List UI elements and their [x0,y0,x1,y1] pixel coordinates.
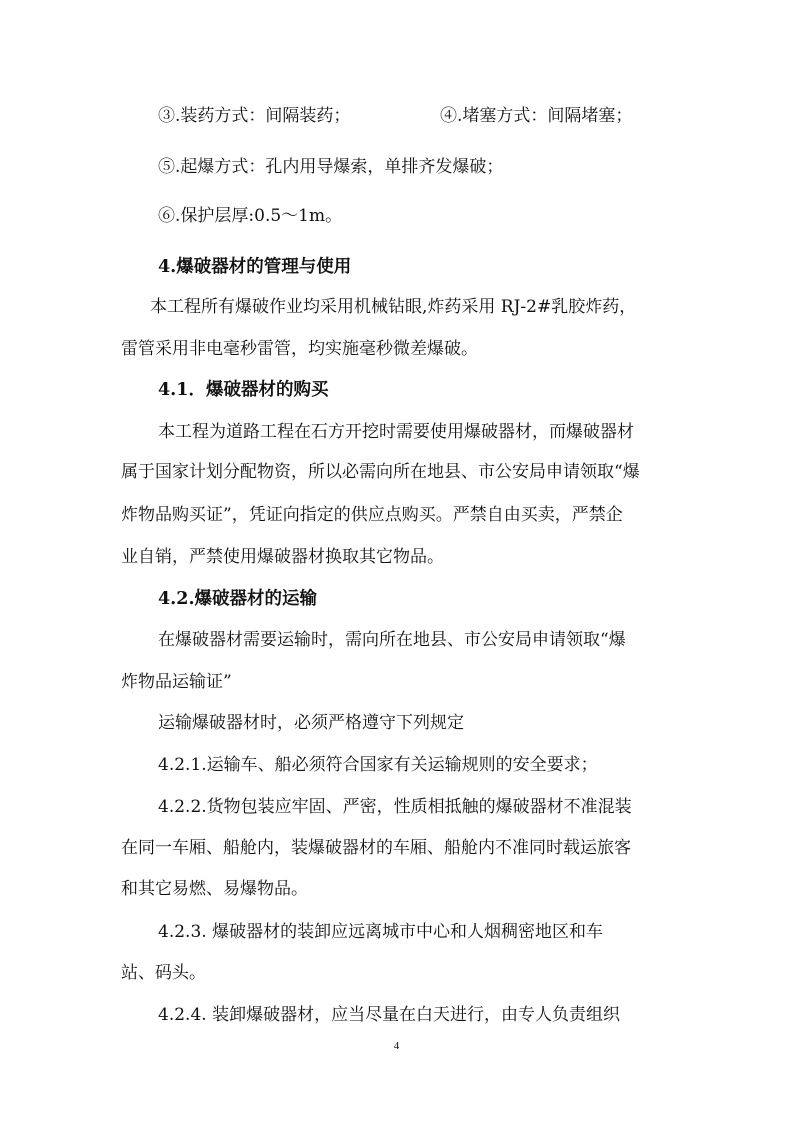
item-4-stemming-method: ④.堵塞方式：间隔堵塞； [440,106,633,126]
section-4-heading: 4.爆破器材的管理与使用 [158,257,352,277]
rule-4-2-1: 4.2.1.运输车、船必须符合国家有关运输规则的安全要求； [158,755,598,775]
item-5-initiation-method: ⑤.起爆方式：孔内用导爆索，单排齐发爆破； [158,157,504,177]
section-4-2-para-line: 在爆破器材需要运输时，需向所在地县、市公安局申请领取“爆 [158,630,626,650]
section-4-1-para-line: 属于国家计划分配物资，所以必需向所在地县、市公安局申请领取“爆 [121,462,640,482]
rule-4-2-2-line: 在同一车厢、船舱内，装爆破器材的车厢、船舱内不准同时载运旅客 [121,838,631,858]
rule-4-2-3-line: 4.2.3. 爆破器材的装卸应远离城市中心和人烟稠密地区和车 [158,922,604,942]
section-4-para-line: 本工程所有爆破作业均采用机械钻眼,炸药采用 RJ-2#乳胶炸药， [150,297,637,317]
section-4-2-heading: 4.2.爆破器材的运输 [158,589,318,609]
page-number: 4 [393,1040,400,1052]
section-4-2-intro: 运输爆破器材时，必须严格遵守下列规定 [158,713,464,733]
rule-4-2-3-line: 站、码头。 [121,963,206,983]
section-4-1-para-line: 炸物品购买证”，凭证向指定的供应点购买。严禁自由买卖，严禁企 [121,505,623,525]
rule-4-2-4: 4.2.4. 装卸爆破器材，应当尽量在白天进行，由专人负责组织 [158,1005,621,1025]
section-4-1-para-line: 本工程为道路工程在石方开挖时需要使用爆破器材，而爆破器材 [158,422,634,442]
section-4-para-line: 雷管采用非电毫秒雷管，均实施毫秒微差爆破。 [121,339,478,359]
item-6-protective-layer: ⑥.保护层厚:0.5～1m。 [158,206,343,226]
item-3-charging-method: ③.装药方式：间隔装药； [158,106,351,126]
section-4-2-para-line: 炸物品运输证” [121,672,232,692]
section-4-1-heading: 4.1．爆破器材的购买 [158,380,329,400]
rule-4-2-2-line: 4.2.2.货物包装应牢固、严密，性质相抵触的爆破器材不准混装 [158,797,632,817]
rule-4-2-2-line: 和其它易燃、易爆物品。 [121,879,308,899]
section-4-1-para-line: 业自销，严禁使用爆破器材换取其它物品。 [121,547,444,567]
